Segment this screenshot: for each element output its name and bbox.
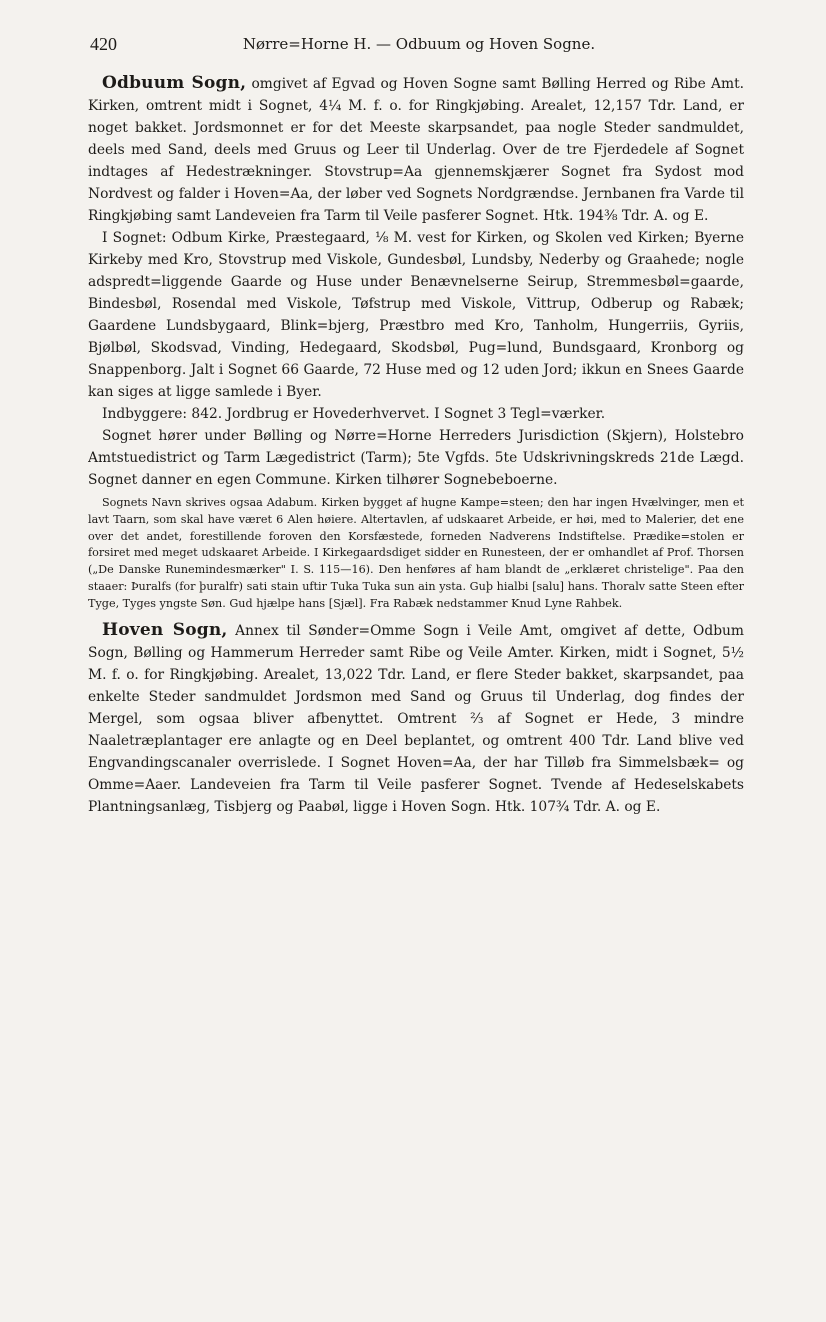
page-header <box>90 34 748 56</box>
odbuum-note: Sognets Navn skrives ogsaa Adabum. Kirken bygget af hugne Kampe=steen; den har ingen Hvælvinger, men et lavt Taarn, som skal have været 6 Alen høiere. Altertavlen, af udskaaret Arbeide, er høi, med to Malerier, det ene over det andet, forestillende foroven den Korsfæstede, forneden Nadverens Indstiftelse. Prædike=stolen er forsiret med meget udskaaret Arbeide. I Kirkegaardsdiget sidder en Runesteen, der er omhandlet af Prof. Thorsen („De Danske Runemindesmærker" I. S. 115—16). Den henføres af ham blandt de „erklæret christelige". Paa den staaer: Þuralfs (for þuralfr) sati stain uftir Tuka Tuka sun ain ysta. Guþ hialbi [salu] hans. Thoralv satte Steen efter Tyge, Tyges yngste Søn. Gud hjælpe hans [Sjæl]. Fra Rabæk nedstammer Knud Lyne Rahbek. <box>88 496 744 610</box>
hoven-section <box>88 619 744 818</box>
odbuum-intro-text: omgivet af Egvad og Hoven Sogne samt Bølling Herred og Ribe Amt. Kirken, omtrent midt i Sognet, 4¼ M. f. o. for Ringkjøbing. Arealet, 12,157 Tdr. Land, er noget bakket. Jordsmonnet er for det Meeste skarpsandet, paa nogle Steder sandmuldet, deels med Sand, deels med Gruus og Leer til Underlag. Over de tre Fjerdedele af Sognet indtages af Hedestrækninger. Stovstrup=Aa gjennemskjærer Sognet fra Sydost mod Nordvest og falder i Hoven=Aa, der løber ved Sognets Nordgrændse. Jernbanen fra Varde til Ringkjøbing samt Landeveien fra Tarm til Veile pasferer Sognet. Htk. 194⅜ Tdr. A. og E. <box>88 76 744 224</box>
odbuum-title: Odbuum Sogn, <box>102 73 247 93</box>
odbuum-paragraph-1 <box>88 72 744 227</box>
hoven-title: Hoven Sogn, <box>102 619 228 640</box>
odbuum-paragraph-2: I Sognet: Odbum Kirke, Præstegaard, ⅛ M. vest for Kirken, og Skolen ved Kirken; Byerne Kirkeby med Kro, Stovstrup med Viskole, Gundesbøl, Lundsby, Nederby og Graahede; nogle adspredt=liggende Gaarde og Huse under Benævnelserne Seirup, Stremmesbøl=gaarde, Bindesbøl, Rosendal med Viskole, Tøfstrup med Viskole, Vittrup, Odberup og Rabæk; Gaardene Lundsbygaard, Blink=bjerg, Præstbro med Kro, Tanholm, Hungerriis, Gyriis, Bjølbøl, Skodsvad, Vinding, Hedegaard, Skodsbøl, Pug=lund, Bundsgaard, Kronborg og Snappenborg. Jalt i Sognet 66 Gaarde, 72 Huse med og 12 uden Jord; ikkun en Snees Gaarde kan siges at ligge samlede i Byer. <box>88 230 744 400</box>
odbuum-section <box>88 72 744 613</box>
page-number: 420 <box>90 34 117 54</box>
page-body <box>88 72 744 1282</box>
running-title: Nørre=Horne H. — Odbuum og Hoven Sogne. <box>242 35 596 53</box>
odbuum-paragraph-4: Sognet hører under Bølling og Nørre=Horne Herreders Jurisdiction (Skjern), Holstebro Amtstuedistrict og Tarm Lægedistrict (Tarm); 5te Vgfds. 5te Udskrivningskreds 21de Lægd. Sognet danner en egen Commune. Kirken tilhører Sognebeboerne. <box>88 428 744 488</box>
hoven-intro-text: Annex til Sønder=Omme Sogn i Veile Amt, omgivet af dette, Odbum Sogn, Bølling og Hammerum Herreder samt Ribe og Veile Amter. Kirken, midt i Sognet, 5½ M. f. o. for Ringkjøbing. Arealet, 13,022 Tdr. Land, er flere Steder bakket, skarpsandet, paa enkelte Steder sandmuldet Jordsmon med Sand og Gruus til Underlag, dog findes der Mergel, som ogsaa bliver afbenyttet. Omtrent ⅔ af Sognet er Hede, 3 mindre Naaletræplantager ere anlagte og en Deel beplantet, og omtrent 400 Tdr. Land blive ved Engvandingscanaler overrislede. I Sognet Hoven=Aa, der har Tilløb fra Simmelsbæk= og Omme=Aaer. Landeveien fra Tarm til Veile pasferer Sognet. Tvende af Hedeselskabets Plantningsanlæg, Tisbjerg og Paabøl, ligge i Hoven Sogn. Htk. 107¾ Tdr. A. og E. <box>88 622 744 815</box>
hoven-paragraph-1 <box>88 619 744 818</box>
odbuum-paragraph-3: Indbyggere: 842. Jordbrug er Hovederhvervet. I Sognet 3 Tegl=værker. <box>102 406 606 422</box>
